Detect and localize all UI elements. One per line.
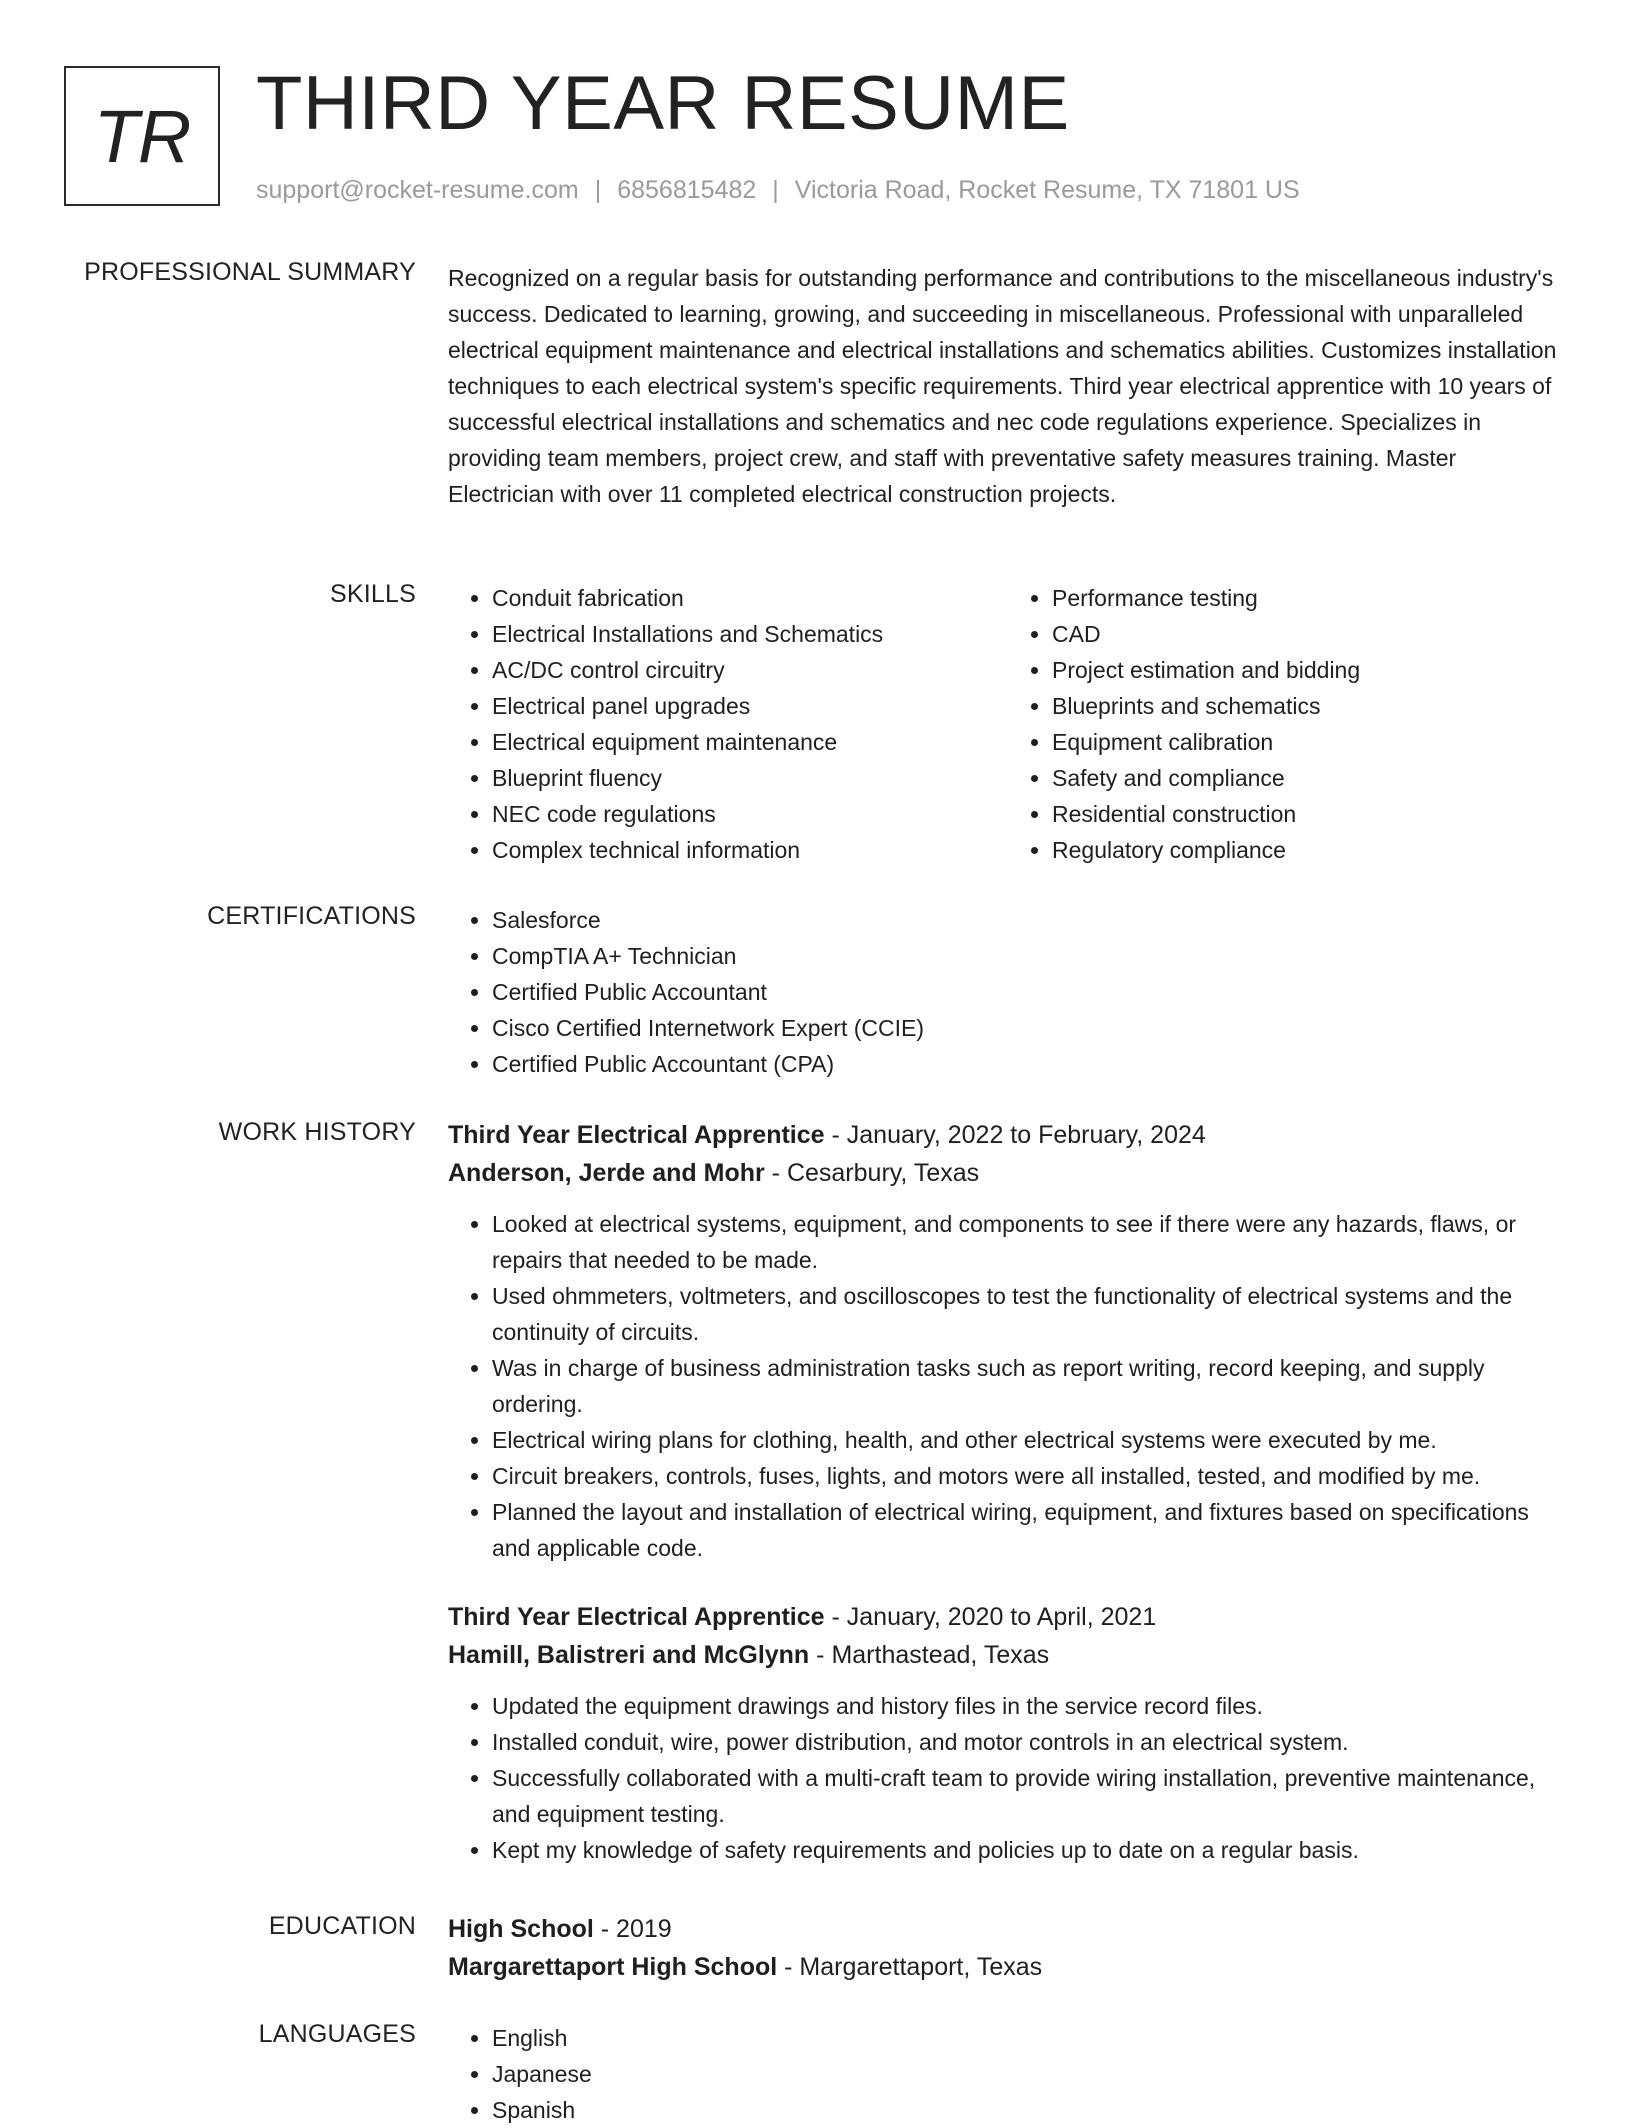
list-item: • Electrical Installations and Schematics: [492, 616, 1008, 652]
list-item: • Was in charge of business administration tasks such as report writing, record keeping, and supply ordering.: [492, 1350, 1568, 1422]
job-dates: - January, 2020 to April, 2021: [831, 1603, 1157, 1631]
education-degree-line: [448, 1910, 1568, 1948]
work-body: [448, 1116, 1568, 1868]
job-location: - Cesarbury, Texas: [771, 1159, 980, 1187]
list-item: • Japanese: [492, 2056, 1568, 2092]
education-degree: High School: [448, 1915, 594, 1943]
job-entry: [448, 1116, 1568, 1566]
education-year: - 2019: [600, 1915, 672, 1943]
resume-header: [64, 61, 1584, 216]
job-entry: [448, 1598, 1568, 1868]
section-title-work: WORK HISTORY: [218, 1118, 416, 1146]
job-dates: - January, 2022 to February, 2024: [831, 1121, 1206, 1149]
section-title-languages: LANGUAGES: [258, 2020, 416, 2048]
list-item: • Certified Public Accountant: [492, 974, 1568, 1010]
job-role: Third Year Electrical Apprentice: [448, 1603, 825, 1631]
list-item: • Blueprint fluency: [492, 760, 1008, 796]
skills-list-left: [448, 580, 1008, 868]
resume-name: THIRD YEAR RESUME: [256, 61, 1070, 146]
education-school-line: [448, 1948, 1568, 1986]
education-body: [448, 1910, 1568, 1986]
job-duties: [448, 1206, 1568, 1566]
contact-line: [256, 176, 1300, 205]
list-item: • CompTIA A+ Technician: [492, 938, 1568, 974]
section-title-certifications: CERTIFICATIONS: [207, 902, 416, 930]
section-title-education: EDUCATION: [268, 1912, 416, 1940]
list-item: • Performance testing: [1052, 580, 1568, 616]
job-role: Third Year Electrical Apprentice: [448, 1121, 825, 1149]
list-item: • Spanish: [492, 2092, 1568, 2128]
list-item: • Updated the equipment drawings and history files in the service record files.: [492, 1688, 1568, 1724]
list-item: • CAD: [1052, 616, 1568, 652]
list-item: • Blueprints and schematics: [1052, 688, 1568, 724]
education-school: Margarettaport High School: [448, 1953, 778, 1981]
job-title-line: [448, 1116, 1568, 1154]
list-item: • Complex technical information: [492, 832, 1008, 868]
list-item: • Installed conduit, wire, power distribution, and motor controls in an electrical system.: [492, 1724, 1568, 1760]
list-item: • Electrical wiring plans for clothing, health, and other electrical systems were executed by me.: [492, 1422, 1568, 1458]
education-location: - Margarettaport, Texas: [784, 1953, 1043, 1981]
list-item: • Cisco Certified Internetwork Expert (CCIE): [492, 1010, 1568, 1046]
certifications-list: [448, 902, 1568, 1082]
summary-text: Recognized on a regular basis for outstanding performance and contributions to the miscellaneous industry's success. Dedicated to learning, growing, and succeeding in miscellaneous. Professional with unparalleled electrical equipment maintenance and electrical installations and schematics abilities. Customizes installation techniques to each electrical system's specific requirements. Third year electrical apprentice with 10 years of successful electrical installations and schematics and nec code regulations experience. Specializes in providing team members, project crew, and staff with preventative safety measures training. Master Electrician with over 11 completed electrical construction projects.: [448, 265, 1557, 507]
list-item: • Certified Public Accountant (CPA): [492, 1046, 1568, 1082]
list-item: • English: [492, 2020, 1568, 2056]
list-item: • Planned the layout and installation of electrical wiring, equipment, and fixtures based on specifications and applicable code.: [492, 1494, 1568, 1566]
list-item: • Circuit breakers, controls, fuses, lights, and motors were all installed, tested, and modified by me.: [492, 1458, 1568, 1494]
list-item: • Electrical equipment maintenance: [492, 724, 1008, 760]
monogram-badge: TR: [64, 66, 220, 206]
list-item: • Regulatory compliance: [1052, 832, 1568, 868]
list-item: • Project estimation and bidding: [1052, 652, 1568, 688]
list-item: • Residential construction: [1052, 796, 1568, 832]
job-title-line: [448, 1598, 1568, 1636]
list-item: • Salesforce: [492, 902, 1568, 938]
list-item: • Conduit fabrication: [492, 580, 1008, 616]
contact-separator: |: [594, 176, 602, 204]
section-title-skills: SKILLS: [330, 580, 416, 608]
job-company: Hamill, Balistreri and McGlynn: [448, 1641, 810, 1669]
section-title-summary: PROFESSIONAL SUMMARY: [84, 258, 416, 286]
list-item: • Kept my knowledge of safety requirements and policies up to date on a regular basis.: [492, 1832, 1568, 1868]
list-item: • Electrical panel upgrades: [492, 688, 1008, 724]
contact-address: Victoria Road, Rocket Resume, TX 71801 US: [794, 176, 1300, 204]
certifications-body: [448, 902, 1568, 1082]
contact-email: support@rocket-resume.com: [256, 176, 579, 204]
skills-columns: [448, 580, 1568, 868]
list-item: • Equipment calibration: [1052, 724, 1568, 760]
job-location: - Marthastead, Texas: [816, 1641, 1050, 1669]
job-company: Anderson, Jerde and Mohr: [448, 1159, 765, 1187]
list-item: • Safety and compliance: [1052, 760, 1568, 796]
skills-list-right: [1008, 580, 1568, 868]
list-item: • NEC code regulations: [492, 796, 1008, 832]
contact-phone: 6856815482: [617, 176, 757, 204]
list-item: • Used ohmmeters, voltmeters, and oscilloscopes to test the functionality of electrical systems and the continuity of circuits.: [492, 1278, 1568, 1350]
skills-body: [448, 580, 1568, 868]
list-item: • AC/DC control circuitry: [492, 652, 1008, 688]
contact-separator: |: [772, 176, 779, 204]
list-item: • Looked at electrical systems, equipment, and components to see if there were any hazards, flaws, or repairs that needed to be made.: [492, 1206, 1568, 1278]
list-item: • Successfully collaborated with a multi-craft team to provide wiring installation, preventive maintenance, and equipment testing.: [492, 1760, 1568, 1832]
job-company-line: [448, 1636, 1568, 1674]
summary-body: [448, 260, 1568, 512]
job-duties: [448, 1688, 1568, 1868]
job-company-line: [448, 1154, 1568, 1192]
